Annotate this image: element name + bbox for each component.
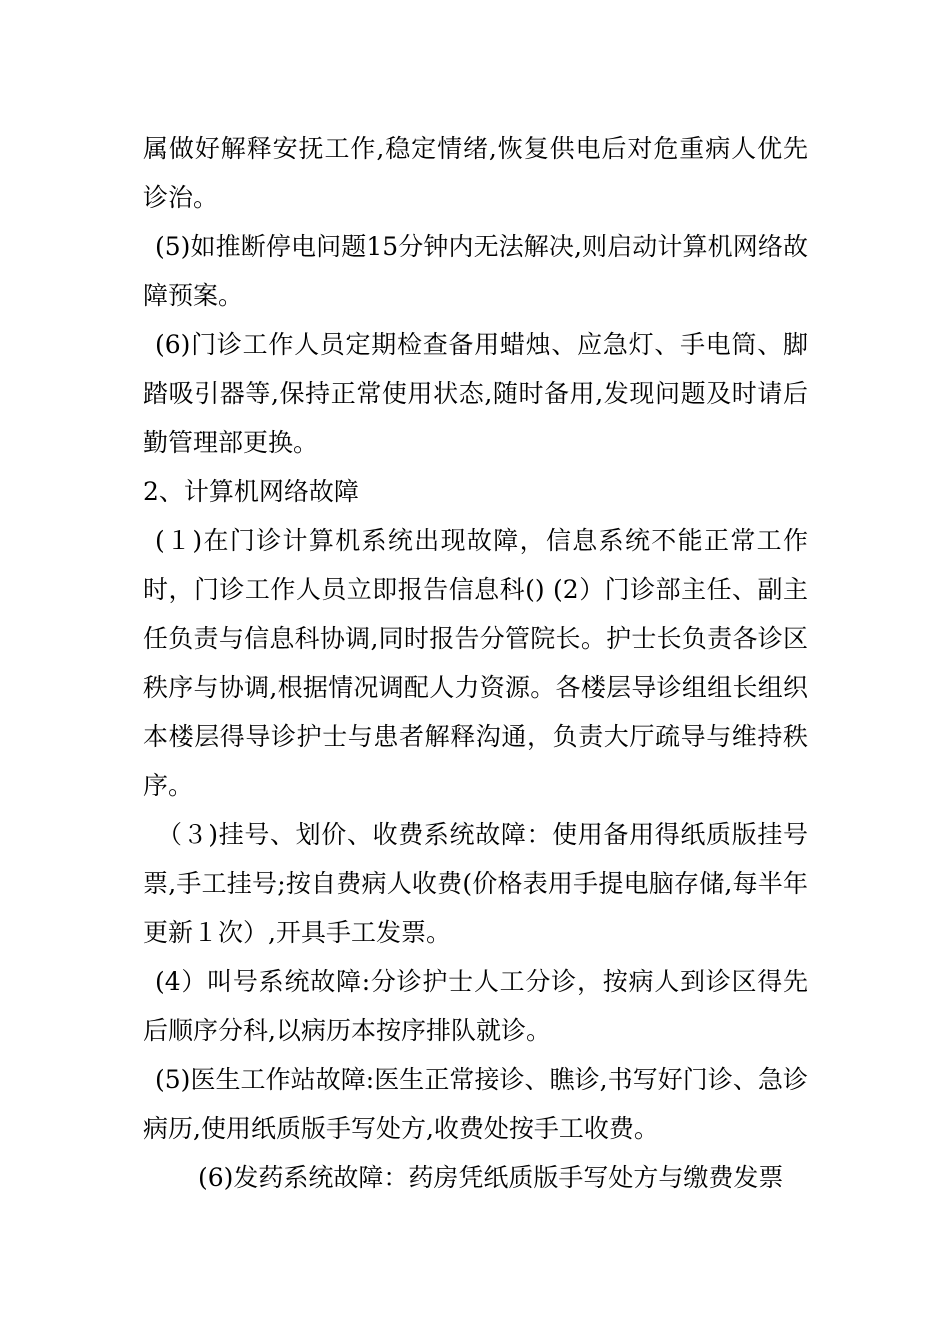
paragraph-network-report: (１)在门诊计算机系统出现故障，信息系统不能正常工作时，门诊工作人员立即报告信息科() (2）门诊部主任、副主任负责与信息科协调,同时报告分管院长。护士长负责各诊区秩序与协调,根据情况调配人力资源。各楼层导诊组组长组织本楼层得导诊护士与患者解释沟通，负责大厅疏导与维持秩序。 bbox=[143, 526, 808, 800]
paragraph-workstation-failure: (5)医生工作站故障:医生正常接诊、瞧诊,书写好门诊、急诊病历,使用纸质版手写处方,收费处按手工收费。 bbox=[143, 1065, 808, 1143]
paragraph-queue-failure: (4）叫号系统故障:分诊护士人工分诊，按病人到诊区得先后顺序分科,以病历本按序排队就诊。 bbox=[143, 967, 808, 1045]
section-heading-network-failure: 2、计算机网络故障 bbox=[143, 477, 359, 506]
paragraph-power-outage-reassure: 属做好解释安抚工作,稳定情绪,恢复供电后对危重病人优先诊治。 bbox=[143, 134, 808, 212]
paragraph-registration-failure: （３)挂号、划价、收费系统故障：使用备用得纸质版挂号票,手工挂号;按自费病人收费(价格表用手提电脑存储,每半年更新１次）,开具手工发票。 bbox=[143, 820, 808, 947]
document-body bbox=[143, 124, 808, 1202]
paragraph-outage-15min: (5)如推断停电问题15分钟内无法解决,则启动计算机网络故障预案。 bbox=[143, 232, 808, 310]
paragraph-pharmacy-failure: (6)发药系统故障：药房凭纸质版手写处方与缴费发票 bbox=[198, 1163, 784, 1192]
paragraph-backup-equipment: (6)门诊工作人员定期检查备用蜡烛、应急灯、手电筒、脚踏吸引器等,保持正常使用状态,随时备用,发现问题及时请后勤管理部更换。 bbox=[143, 330, 808, 457]
